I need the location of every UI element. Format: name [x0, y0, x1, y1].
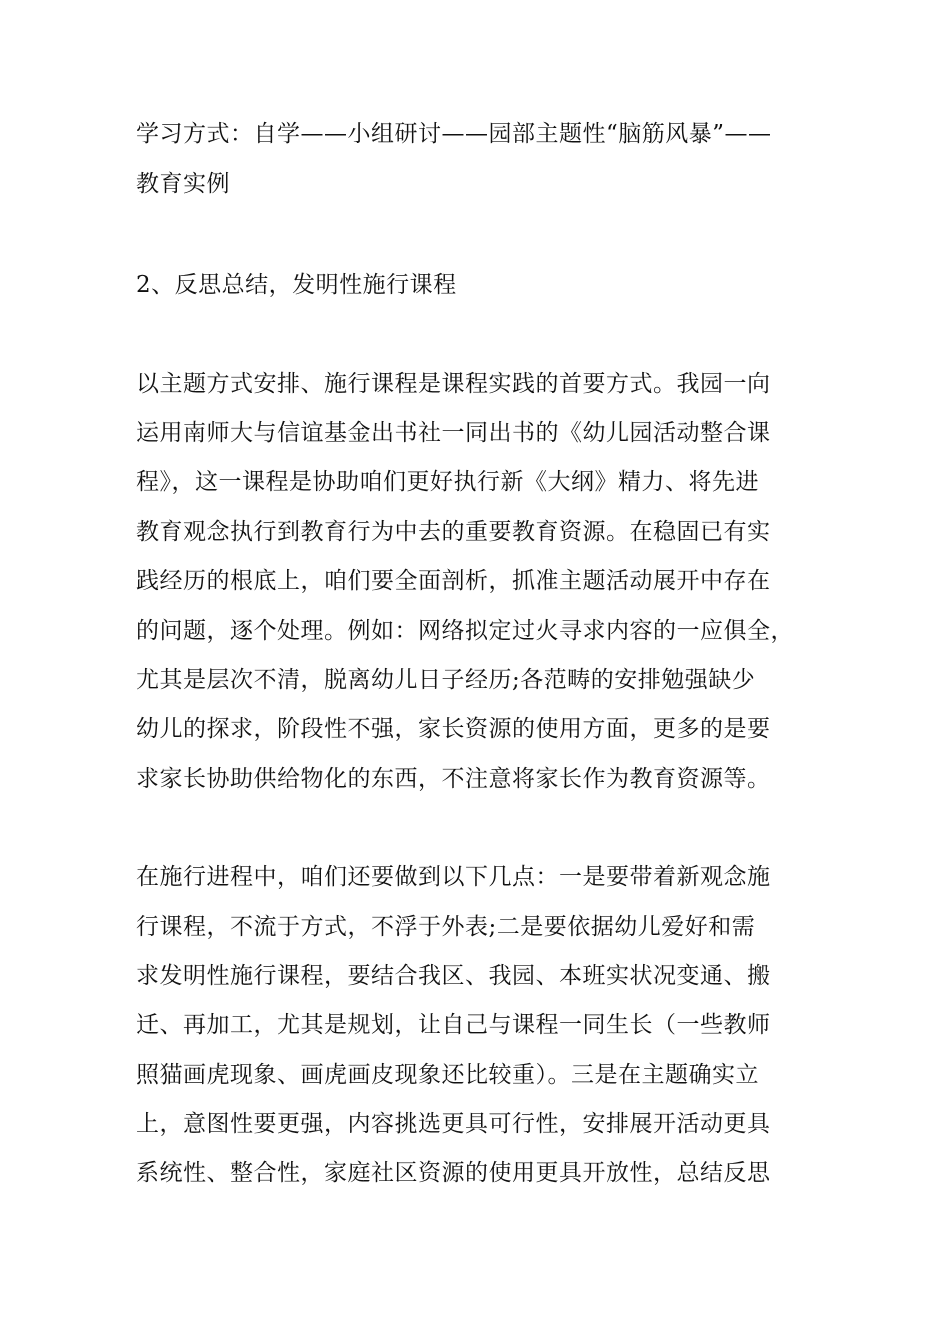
text-line: 程》，这一课程是协助咱们更好执行新《大纲》精力、将先进	[136, 469, 759, 495]
text-line: 在施行进程中，咱们还要做到以下几点：一是要带着新观念施	[136, 864, 771, 890]
text-line: 行课程，不流于方式，不浮于外表;二是要依据幼儿爱好和需	[136, 914, 756, 940]
text-line: 上，意图性要更强，内容挑选更具可行性，安排展开活动更具	[136, 1111, 771, 1137]
text-line: 求发明性施行课程，要结合我区、我园、本班实状况变通、搬	[136, 963, 771, 989]
text-line: 教育观念执行到教育行为中去的重要教育资源。在稳固已有实	[136, 519, 771, 545]
text-line: 照猫画虎现象、画虎画皮现象还比较重）。三是在主题确实立	[136, 1062, 759, 1088]
text-line: 学习方式：自学——小组研讨——园部主题性“脑筋风暴”——	[136, 121, 772, 147]
section-heading: 2、反思总结，发明性施行课程	[136, 272, 457, 298]
text-line: 系统性、整合性，家庭社区资源的使用更具开放性，总结反思	[136, 1160, 771, 1186]
text-line: 尤其是层次不清，脱离幼儿日子经历;各范畴的安排勉强缺少	[136, 667, 756, 693]
text-line: 迁、再加工，尤其是规划，让自己与课程一同生长（一些教师	[136, 1012, 771, 1038]
text-line: 践经历的根底上，咱们要全面剖析，抓准主题活动展开中存在	[136, 568, 771, 594]
text-line: 幼儿的探求，阶段性不强，家长资源的使用方面，更多的是要	[136, 716, 771, 742]
text-line: 运用南师大与信谊基金出书社一同出书的《幼儿园活动整合课	[136, 420, 771, 446]
text-line: 教育实例	[136, 171, 230, 197]
text-line: 求家长协助供给物化的东西，不注意将家长作为教育资源等。	[136, 766, 771, 792]
text-line: 以主题方式安排、施行课程是课程实践的首要方式。我园一向	[136, 371, 771, 397]
text-line: 的问题，逐个处理。例如：网络拟定过火寻求内容的一应俱全，	[136, 618, 794, 644]
